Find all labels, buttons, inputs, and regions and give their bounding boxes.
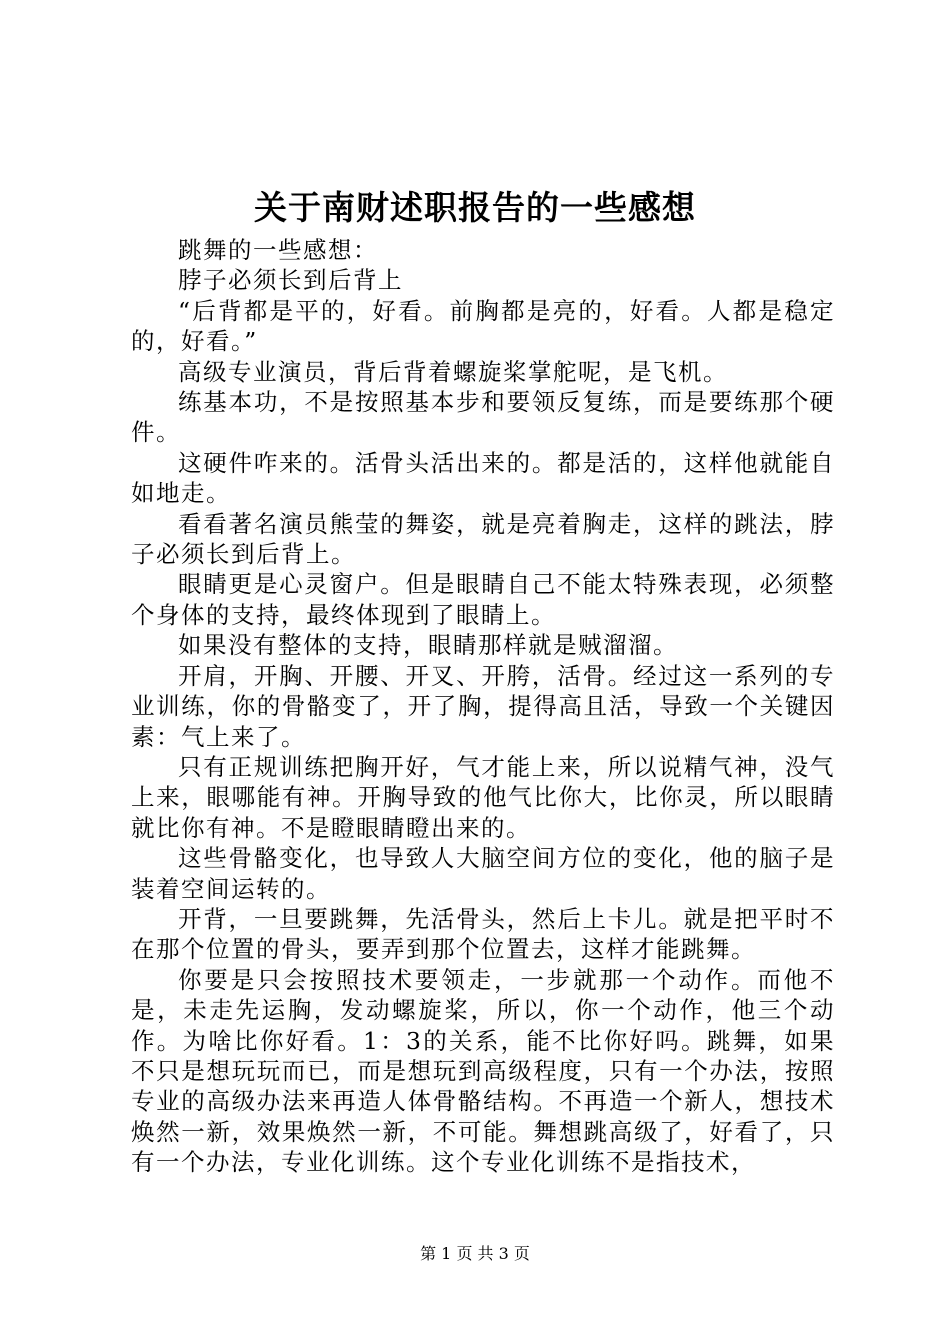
document-title: 关于南财述职报告的一些感想 bbox=[254, 188, 696, 227]
paragraph: 脖子必须长到后背上 bbox=[178, 266, 403, 295]
paragraph: 高级专业演员，背后背着螺旋桨掌舵呢，是飞机。 bbox=[178, 357, 728, 386]
paragraph: 这些骨骼变化，也导致人大脑空间方位的变化，他的脑子是装着空间运转的。 bbox=[131, 844, 835, 903]
paragraph: 你要是只会按照技术要领走，一步就那一个动作。而他不是，未走先运胸，发动螺旋桨，所以，你一个动作，他三个动作。为啥比你好看。1：3的关系，能不比你好吗。跳舞，如果不只是想玩玩而已，而是想玩到高级程度，只有一个办法，按照专业的高级办法来再造人体骨骼结构。不再造一个新人，想技术焕然一新，效果焕然一新，不可能。舞想跳高级了，好看了，只有一个办法，专业化训练。这个专业化训练不是指技术， bbox=[131, 965, 835, 1177]
paragraph: 这硬件咋来的。活骨头活出来的。都是活的，这样他就能自如地走。 bbox=[131, 448, 835, 508]
paragraph: 眼睛更是心灵窗户。但是眼睛自己不能太特殊表现，必须整个身体的支持，最终体现到了眼睛上。 bbox=[131, 570, 835, 629]
paragraph: 开肩，开胸、开腰、开叉、开胯，活骨。经过这一系列的专业训练，你的骨骼变了，开了胸，提得高且活，导致一个关键因素：气上来了。 bbox=[131, 661, 835, 751]
paragraph: 看看著名演员熊莹的舞姿，就是亮着胸走，这样的跳法，脖子必须长到后背上。 bbox=[131, 509, 835, 569]
paragraph: “后背都是平的，好看。前胸都是亮的，好看。人都是稳定的，好看。” bbox=[131, 296, 835, 356]
paragraph: 如果没有整体的支持，眼睛那样就是贼溜溜。 bbox=[178, 631, 678, 660]
paragraph: 跳舞的一些感想： bbox=[178, 236, 378, 264]
paragraph: 开背，一旦要跳舞，先活骨头，然后上卡儿。就是把平时不在那个位置的骨头，要弄到那个位置去，这样才能跳舞。 bbox=[131, 904, 835, 964]
paragraph: 练基本功，不是按照基本步和要领反复练，而是要练那个硬件。 bbox=[131, 388, 835, 447]
page-number-footer: 第 1 页 共 3 页 bbox=[420, 1244, 530, 1263]
paragraph: 只有正规训练把胸开好，气才能上来，所以说精气神，没气上来，眼哪能有神。开胸导致的他气比你大，比你灵，所以眼睛就比你有神。不是瞪眼睛瞪出来的。 bbox=[131, 752, 835, 842]
document-body bbox=[131, 235, 835, 1178]
